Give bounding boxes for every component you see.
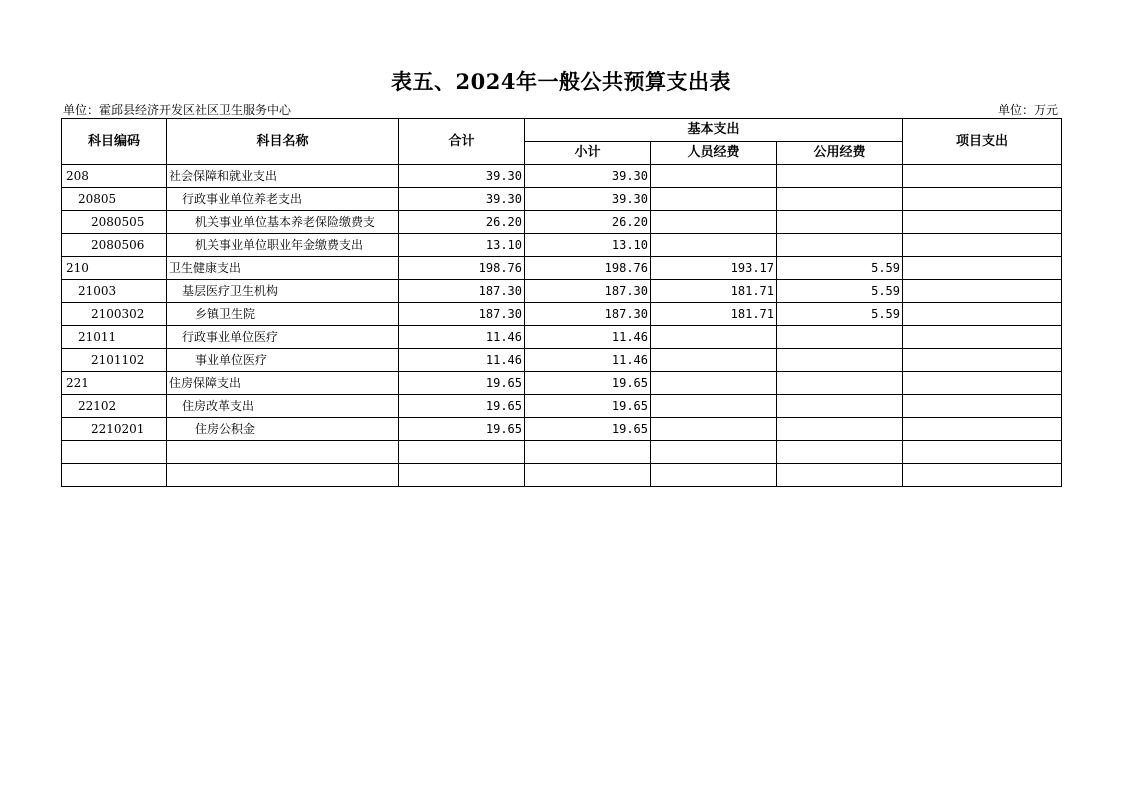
code-cell: 20805 [62,188,167,211]
personnel-cell [651,395,777,418]
header-code: 科目编码 [62,119,167,165]
total-cell: 39.30 [399,165,525,188]
table-row [62,372,1062,395]
unit-organization: 单位：霍邱县经济开发区社区卫生服务中心 [63,103,292,117]
public-cell [777,165,903,188]
code-cell: 2100302 [62,303,167,326]
code-cell: 221 [62,372,167,395]
total-cell: 39.30 [399,188,525,211]
name-cell [167,464,399,487]
personnel-cell [651,326,777,349]
table-row [62,464,1062,487]
project-cell [903,418,1062,441]
table-row [62,257,1062,280]
subtotal-cell: 13.10 [525,234,651,257]
subtotal-cell: 19.65 [525,418,651,441]
name-cell: 基层医疗卫生机构 [167,280,399,303]
header-total: 合计 [399,119,525,165]
project-cell [903,441,1062,464]
code-cell: 2080505 [62,211,167,234]
subtotal-cell: 19.65 [525,395,651,418]
table-row [62,234,1062,257]
name-cell: 行政事业单位养老支出 [167,188,399,211]
name-cell: 机关事业单位基本养老保险缴费支 [167,211,399,234]
personnel-cell: 193.17 [651,257,777,280]
subtotal-cell: 39.30 [525,165,651,188]
personnel-cell [651,372,777,395]
public-cell [777,211,903,234]
personnel-cell [651,418,777,441]
page-title: 表五、2024年一般公共预算支出表 [391,69,731,94]
header-name: 科目名称 [167,119,399,165]
table-row [62,349,1062,372]
table-row [62,280,1062,303]
subtotal-cell: 198.76 [525,257,651,280]
table-row [62,441,1062,464]
total-cell [399,464,525,487]
subtotal-cell [525,441,651,464]
public-cell [777,188,903,211]
code-cell: 21011 [62,326,167,349]
personnel-cell: 181.71 [651,303,777,326]
table-row [62,326,1062,349]
personnel-cell [651,349,777,372]
personnel-cell [651,188,777,211]
project-cell [903,211,1062,234]
code-cell: 208 [62,165,167,188]
subtotal-cell: 19.65 [525,372,651,395]
total-cell: 11.46 [399,326,525,349]
table-row [62,395,1062,418]
personnel-cell [651,165,777,188]
header-project: 项目支出 [903,119,1062,165]
header-basic: 基本支出 [525,119,903,142]
code-cell [62,464,167,487]
project-cell [903,280,1062,303]
public-cell [777,418,903,441]
total-cell: 187.30 [399,280,525,303]
table-body [62,165,1062,487]
project-cell [903,257,1062,280]
total-cell [399,441,525,464]
table-row [62,211,1062,234]
name-cell: 社会保障和就业支出 [167,165,399,188]
total-cell: 13.10 [399,234,525,257]
table-row [62,188,1062,211]
table-row [62,418,1062,441]
project-cell [903,234,1062,257]
name-cell: 行政事业单位医疗 [167,326,399,349]
name-cell: 事业单位医疗 [167,349,399,372]
code-cell: 210 [62,257,167,280]
public-cell: 5.59 [777,257,903,280]
public-cell [777,441,903,464]
total-cell: 187.30 [399,303,525,326]
public-cell [777,349,903,372]
project-cell [903,349,1062,372]
name-cell: 住房改革支出 [167,395,399,418]
public-cell: 5.59 [777,280,903,303]
public-cell [777,234,903,257]
total-cell: 19.65 [399,372,525,395]
total-cell: 26.20 [399,211,525,234]
personnel-cell [651,234,777,257]
code-cell: 2080506 [62,234,167,257]
project-cell [903,165,1062,188]
subtotal-cell: 11.46 [525,326,651,349]
personnel-cell [651,211,777,234]
project-cell [903,464,1062,487]
name-cell: 住房保障支出 [167,372,399,395]
project-cell [903,188,1062,211]
code-cell: 21003 [62,280,167,303]
name-cell: 住房公积金 [167,418,399,441]
name-cell: 卫生健康支出 [167,257,399,280]
code-cell [62,441,167,464]
personnel-cell [651,464,777,487]
project-cell [903,372,1062,395]
name-cell: 机关事业单位职业年金缴费支出 [167,234,399,257]
header-personnel: 人员经费 [651,142,777,165]
total-cell: 19.65 [399,418,525,441]
header-subtotal: 小计 [525,142,651,165]
subtotal-cell: 26.20 [525,211,651,234]
total-cell: 19.65 [399,395,525,418]
project-cell [903,326,1062,349]
name-cell [167,441,399,464]
subtotal-cell: 11.46 [525,349,651,372]
personnel-cell: 181.71 [651,280,777,303]
name-cell: 乡镇卫生院 [167,303,399,326]
table-row [62,303,1062,326]
public-cell [777,326,903,349]
table-row [62,165,1062,188]
public-cell [777,464,903,487]
total-cell: 11.46 [399,349,525,372]
code-cell: 22102 [62,395,167,418]
unit-currency: 单位：万元 [997,103,1058,117]
subtotal-cell: 187.30 [525,303,651,326]
project-cell [903,303,1062,326]
subtotal-cell [525,464,651,487]
public-cell [777,372,903,395]
public-cell: 5.59 [777,303,903,326]
project-cell [903,395,1062,418]
total-cell: 198.76 [399,257,525,280]
personnel-cell [651,441,777,464]
header-public: 公用经费 [777,142,903,165]
budget-table [61,118,1062,487]
subtotal-cell: 187.30 [525,280,651,303]
public-cell [777,395,903,418]
subtotal-cell: 39.30 [525,188,651,211]
code-cell: 2210201 [62,418,167,441]
code-cell: 2101102 [62,349,167,372]
